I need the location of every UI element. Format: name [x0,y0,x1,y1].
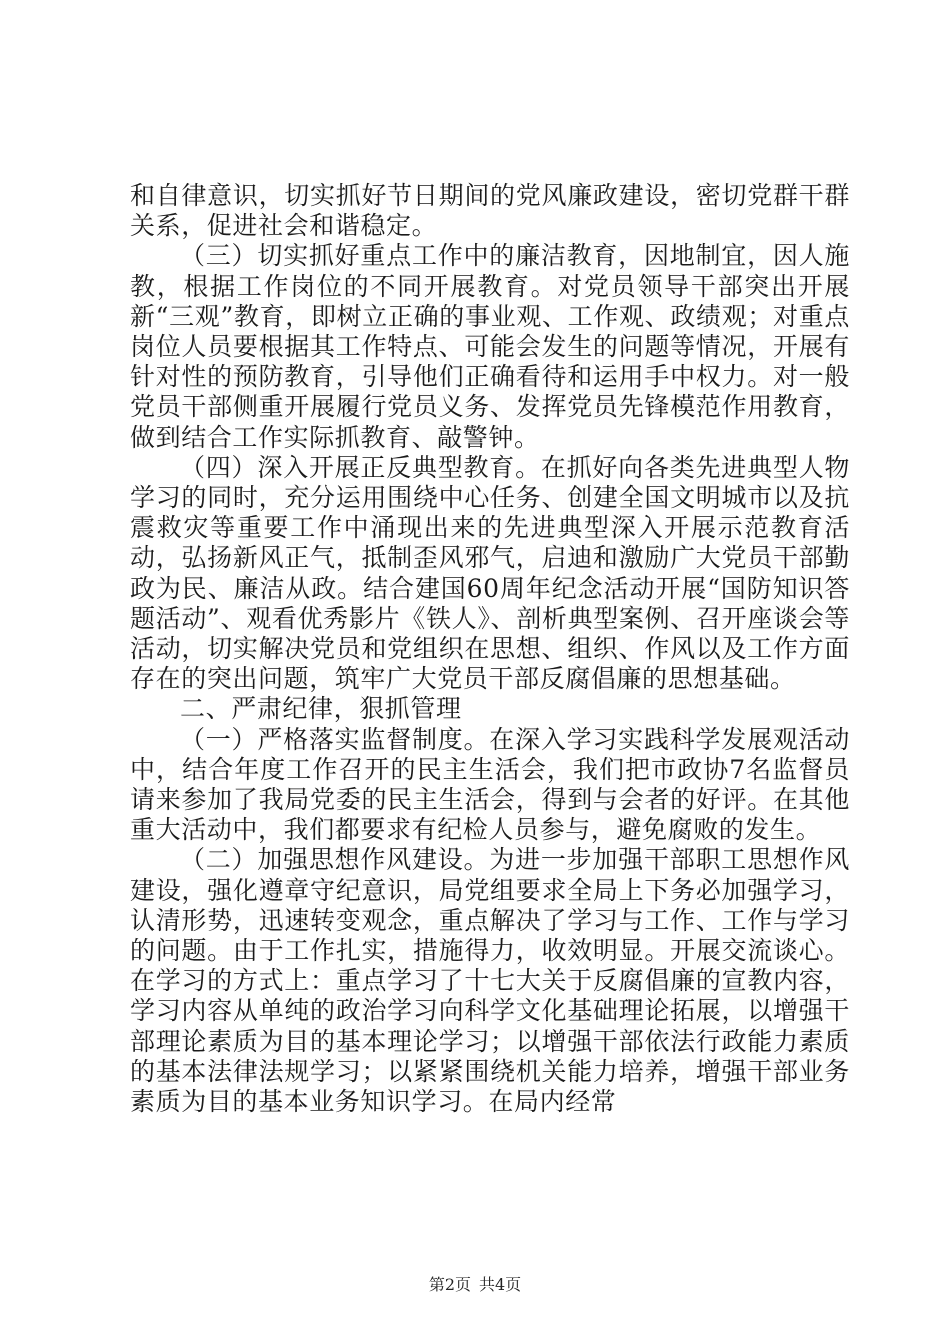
page-number: 第2页 [428,1275,471,1294]
paragraph-section-3: （三）切实抓好重点工作中的廉洁教育，因地制宜，因人施教，根据工作岗位的不同开展教育。对党员领导干部突出开展新“三观”教育，即树立正确的事业观、工作观、政绩观；对重点岗位人员要根据其工作特点、可能会发生的问题等情况，开展有针对性的预防教育，引导他们正确看待和运用手中权力。对一般党员干部侧重开展履行党员义务、发挥党员先锋模范作用教育，做到结合工作实际抓教育、敲警钟。 [130,241,850,452]
section-heading-2: 二、严肃纪律，狠抓管理 [180,694,462,724]
page-total: 共4页 [479,1275,522,1294]
paragraph-subsection-2: （二）加强思想作风建设。为进一步加强干部职工思想作风建设，强化遵章守纪意识，局党组要求全局上下务必加强学习，认清形势，迅速转变观念，重点解决了学习与工作、工作与学习的问题。由于工作扎实，措施得力，收效明显。开展交流谈心。在学习的方式上：重点学习了十七大关于反腐倡廉的宣教内容，学习内容从单纯的政治学习向科学文化基础理论拓展，以增强干部理论素质为目的基本理论学习；以增强干部依法行政能力素质的基本法律法规学习；以紧紧围绕机关能力培养，增强干部业务素质为目的基本业务知识学习。在局内经常 [130,845,850,1117]
document-body [130,181,850,1117]
paragraph-subsection-1: （一）严格落实监督制度。在深入学习实践科学发展观活动中，结合年度工作召开的民主生活会，我们把市政协7名监督员请来参加了我局党委的民主生活会，得到与会者的好评。在其他重大活动中，我们都要求有纪检人员参与，避免腐败的发生。 [130,724,850,845]
paragraph-continuation: 和自律意识，切实抓好节日期间的党风廉政建设，密切党群干群关系，促进社会和谐稳定。 [130,181,850,241]
page-footer [0,1275,950,1295]
paragraph-section-4: （四）深入开展正反典型教育。在抓好向各类先进典型人物学习的同时，充分运用围绕中心任务、创建全国文明城市以及抗震救灾等重要工作中涌现出来的先进典型深入开展示范教育活动，弘扬新风正气，抵制歪风邪气，启迪和激励广大党员干部勤政为民、廉洁从政。结合建国60周年纪念活动开展“国防知识答题活动”、观看优秀影片《铁人》、剖析典型案例、召开座谈会等活动，切实解决党员和党组织在思想、组织、作风以及工作方面存在的突出问题，筑牢广大党员干部反腐倡廉的思想基础。 [130,452,850,694]
